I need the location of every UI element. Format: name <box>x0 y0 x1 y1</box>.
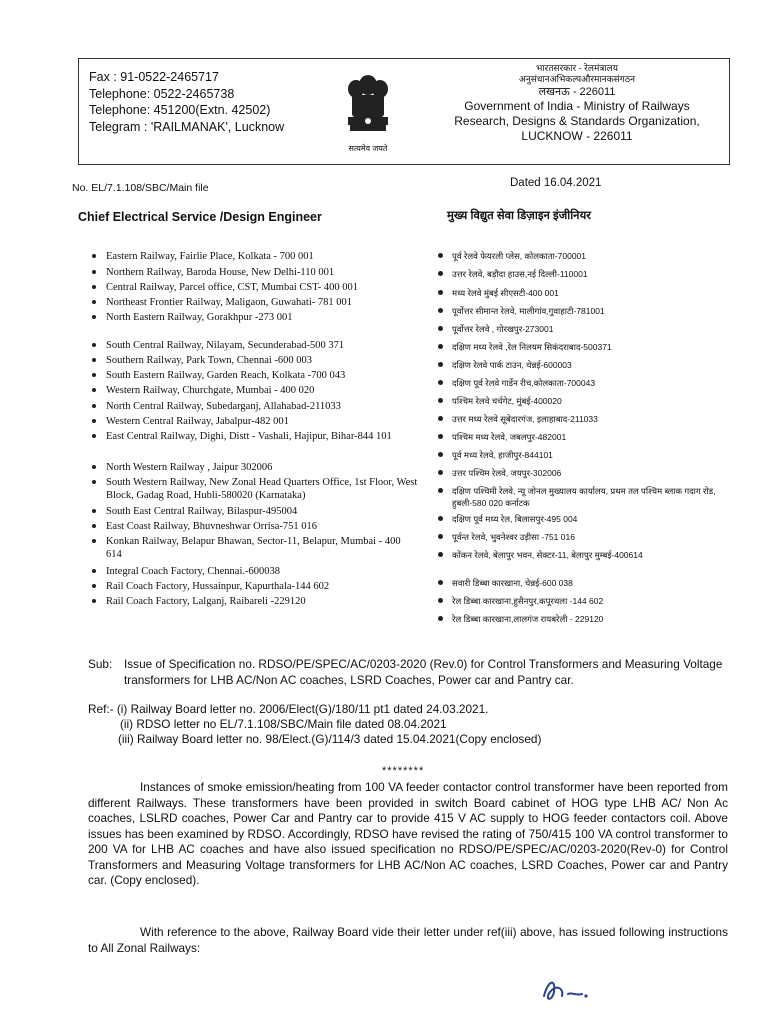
reference-item: (iii) Railway Board letter no. 98/Elect.(G)/114/3 dated 15.04.2021(Copy enclosed) <box>118 732 542 746</box>
addressee-hindi: मुख्य विद्युत सेवा डिज़ाइन इंजीनियर <box>447 210 591 222</box>
reference-item: (ii) RDSO letter no EL/7.1.108/SBC/Main file dated 08.04.2021 <box>120 717 447 731</box>
letter-date: Dated 16.04.2021 <box>510 177 602 189</box>
signature-icon <box>538 970 598 1010</box>
org-hindi-line: लखनऊ - 226011 <box>538 86 616 98</box>
telegram-line: Telegram : 'RAILMANAK', Lucknow <box>89 119 285 134</box>
reference-item: Ref:- (i) Railway Board letter no. 2006/Elect(G)/180/11 pt1 dated 24.03.2021. <box>88 702 489 716</box>
body-paragraph: Instances of smoke emission/heating from 100 VA feeder contactor control transformer have been reported from different Railways. These transformers have been provided in switch Board cabinet of HOG type LHB AC/ Non Ac coaches, LSLRD coaches, Power Car and Pantry car to provide 415 V AC supply to HOG feeder contactors coil. Above issues has been examined by RDSO. Accordingly, RDSO have revised the rating of 750/415 100 VA control transformer to 200 VA for LHB AC coaches and have also issued specification no RDSO/PE/SPEC/AC/0203-2020(Rev-0) for Control Transformers and Measuring Voltage transformers for LHB AC/Non AC coaches, LSRD Coaches, Power car and Pantry car. (Copy enclosed). <box>88 780 728 887</box>
letterhead <box>78 58 730 165</box>
org-hindi-line: अनुसंधानअभिकल्पऔरमानकसंगठन <box>518 74 636 84</box>
emblem-caption: सत्यमेव जयते <box>348 144 388 153</box>
org-hindi-line: भारतसरकार - रेलमंत्रालय <box>536 63 618 73</box>
ashoka-emblem-icon <box>327 71 409 151</box>
file-reference: No. EL/7.1.108/SBC/Main file <box>72 182 209 194</box>
subject-text: Issue of Specification no. RDSO/PE/SPEC/AC/0203-2020 (Rev.0) for Control Transformers and Measuring Voltage transformers for LHB AC/Non AC coaches, LSRD Coaches, Power car and Pantry car. <box>124 657 723 687</box>
letter-page: Fax : 91-0522-2465717 Telephone: 0522-2465738 Telephone: 451200(Extn. 42502) Telegram : 'RAILMANAK', Lucknow सत्यमेव जयते भारतसरकार - रेलमंत्रालय अनुसंधानअभिकल्पऔरमानकसंगठन लखनऊ - 226011 Government of India - Ministry of Railways Research, Designs & Standards Organization, LUCKNOW - 226011 No. EL/7.1.108/SBC/Main file Dated 16.04.2021 Chief Electrical Service /Design Engineer मुख्य विद्युत सेवा डिज़ाइन इंजीनियर Eastern Railway, Fairlie Place, Kolkata - 700 001 Northern Railway, Baroda House, New Delhi-110 001 Central Railway, Parcel office, CST, Mumbai CST- 400 001 Northeast Frontier Railway, Maligaon, Guwahati- 781 001 North Eastern Railway, Gorakhpur -273 001 South Central Railway, Nilayam, Secunderabad-500 371 Southern Railway, Park Town, Chennai -600 003 South Eastern Railway, Garden Reach, Kolkata -700 043 Western Railway, Churchgate, Mumbai - 400 020 North Central Railway, Subedarganj, Allahabad-211033 Western Central Railway, Jabalpur-482 001 East Central Railway, Dighi, Distt - Vashali, Hajipur, Bihar-844 101 North Western Railway , Jaipur 302006 South Western Railway, New Zonal Head Quarters Office, 1st Floor, West Block, Gadag Road, Hubli-580020 (Karnataka) South East Central Railway, Bilaspur-495004 East Coast Railway, Bhuvneshwar Orrisa-751 016 Konkan Railway, Belapur Bhawan, Sector-11, Belapur, Mumbai - 400 614 Integral Coach Factory, Chennai.-600038 Rail Coach Factory, Hussainpur, Kapurthala-144 602 Rail Coach Factory, Lalganj, Raibareli -229120 पूर्व रेलवे फेयरली प्लेस, कोलकाता-700001 उत्तर रेलवे, बड़ौदा हाउस,नई दिल्ली-110001 मध्य रेलवे मुंबई सीएसटी-400 001 पूर्वोत्तर सीमान्त रेलवे, मालीगांव,गुवाहाटी-781001 पूर्वोत्तर रेलवे , गोरखपुर-273001 दक्षिण मध्य रेलवे ,रेल निलयम सिकंदराबाद-500371 दक्षिण रेलवे पार्क टाउन, चेन्नई-600003 दक्षिण पूर्व रेलवे गार्डेन रीच,कोलकाता-700043 पश्चिम रेलवे चर्चगेट, मुंबई-400020 उत्तर मध्य रेलवे सूबेदारगंज, इलाहाबाद-211033 पश्चिम मध्य रेलवे, जबलपुर-482001 पूर्व मध्य रेलवे, हाजीपुर-844101 उत्तर पश्चिम रेलवे, जयपुर-302006 दक्षिण पश्चिमी रेलवे, न्यू जोनल मुख्यालय कार्यालय, प्रथम तल पश्चिम ब्लाक गदाग रोड, हुबली-580 020 कर्नाटक दक्षिण पूर्व मध्य रेल, बिलासपुर-495 004 पूर्वन्त रेलवे, भुवनेश्वर उड़ीसा -751 016 कोंकन रेलवे, बेलापुर भवन, सेक्टर-11, बेलापुर मुम्बई-400614 सवारी डिब्बा कारखाना, चेन्नई-600 038 रेल डिब्बा कारखाना,हुसैनपुर,कपूरथला -144 602 रेल डिब्बा कारखाना,लालगंज रायबरेली - 229120 Sub: Issue of Specification no. RDSO/PE/SPEC/AC/0203-2020 (Rev.0) for Control Transformers and Measuring Voltage transformers for LHB AC/Non AC coaches, LSRD Coaches, Power car and Pantry car. Ref:- (i) Railway Board letter no. 2006/Elect(G)/180/11 pt1 dated 24.03.2021. (ii) RDSO letter no EL/7.1.108/SBC/Main file dated 08.04.2021 (iii) Railway Board letter no. 98/Elect.(G)/114/3 dated 15.04.2021(Copy enclosed) ******** Instances of smoke emission/heating from 100 VA feeder contactor control transformer have been reported from different Railways. These transformers have been provided in switch Board cabinet of HOG type LHB AC/ Non Ac coaches, LSLRD coaches, Power Car and Pantry car to provide 415 V AC supply to HOG feeder contactors coil. Above issues has been examined by RDSO. Accordingly, RDSO have revised the rating of 750/415 100 VA control transformer to 200 VA for LHB AC coaches and have also issued specification no RDSO/PE/SPEC/AC/0203-2020(Rev-0) for Control Transformers and Measuring Voltage transformers for LHB AC/Non AC coaches, LSRD Coaches, Power car and Pantry car. (Copy enclosed). With reference to the above, Railway Board vide their letter under ref(iii) above, has issued following instructions to All Zonal Railways: <box>0 0 768 1024</box>
telephone-ext-line: Telephone: 451200(Extn. 42502) <box>89 103 271 117</box>
addressee-english: Chief Electrical Service /Design Engineer <box>78 210 322 224</box>
subject-label: Sub: <box>88 657 113 671</box>
org-english-line: LUCKNOW - 226011 <box>521 129 633 143</box>
organization-block <box>437 63 717 144</box>
telephone-line: Telephone: 0522-2465738 <box>89 86 235 101</box>
separator: ******** <box>382 765 425 777</box>
org-english-line: Government of India - Ministry of Railways <box>464 99 690 113</box>
fax-line: Fax : 91-0522-2465717 <box>89 70 219 84</box>
contact-block <box>89 69 284 135</box>
body-paragraph: With reference to the above, Railway Board vide their letter under ref(iii) above, has issued following instructions to All Zonal Railways: <box>88 925 728 955</box>
org-english-line: Research, Designs & Standards Organization, <box>454 114 700 128</box>
